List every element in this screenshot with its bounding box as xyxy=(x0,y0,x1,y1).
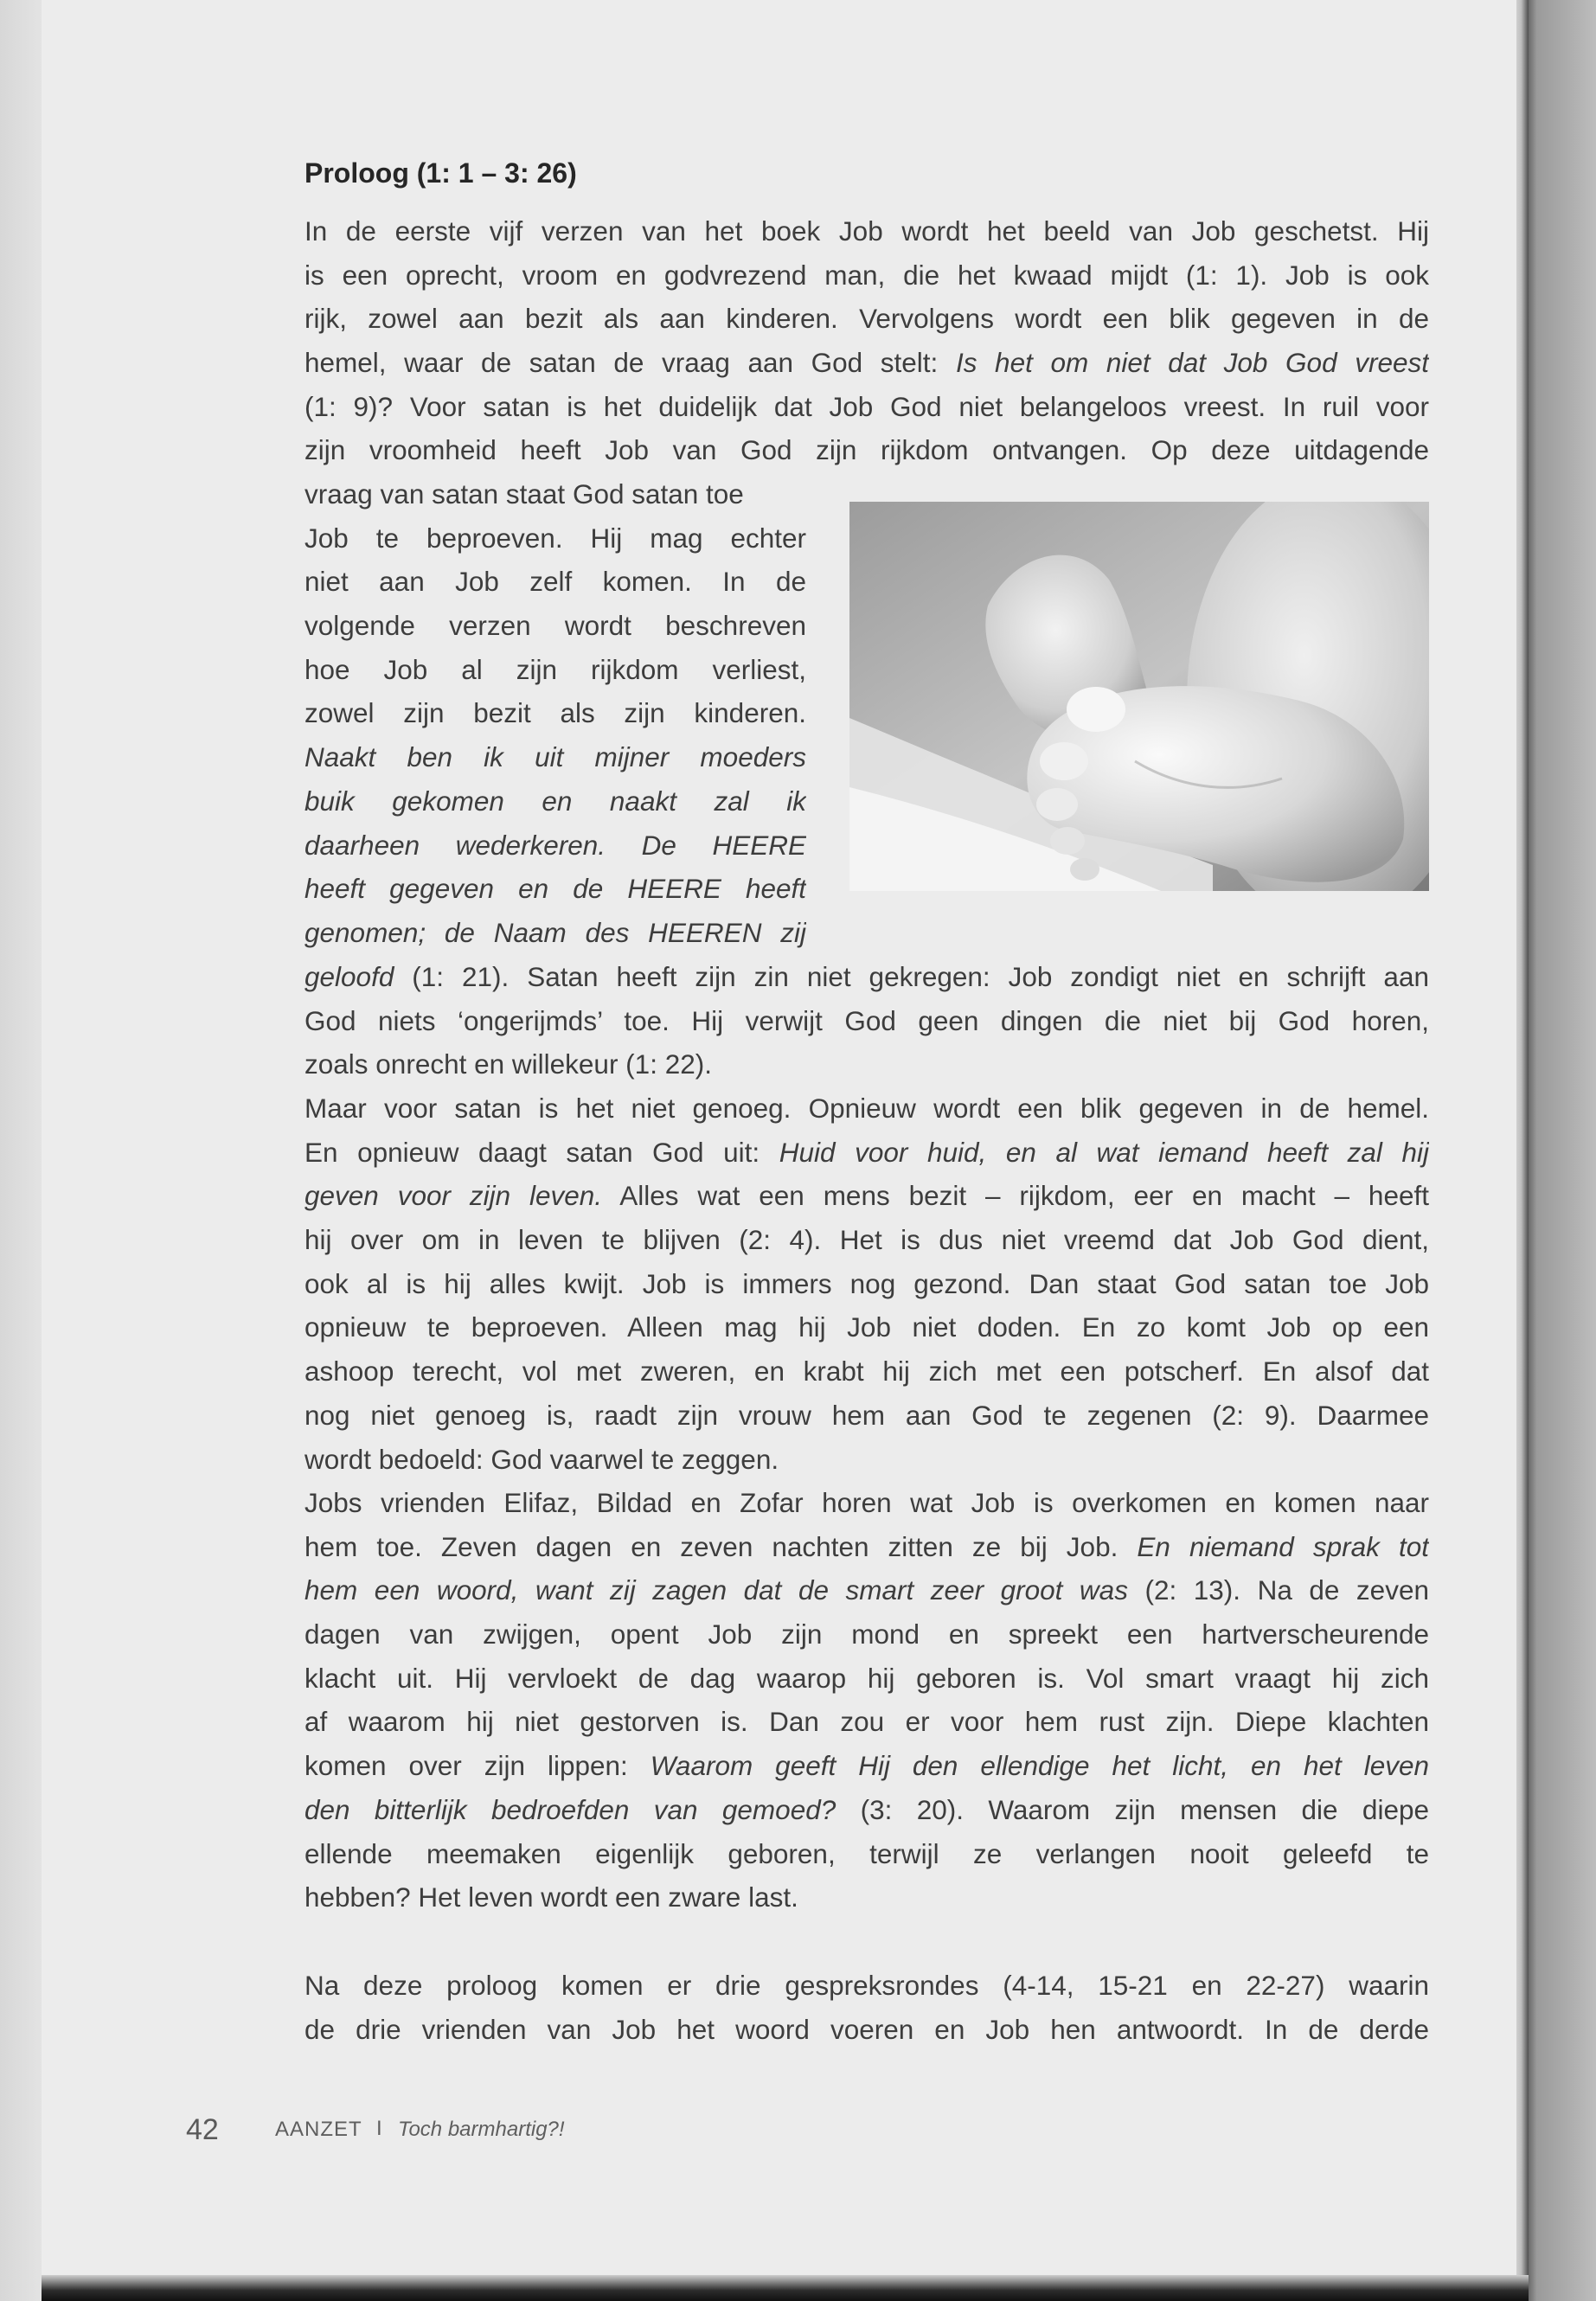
book-spine-shadow xyxy=(1516,0,1529,2301)
text-line: zowel zijn bezit als zijn kinderen. xyxy=(304,697,806,729)
text-segment: (2: 13). Na de zeven xyxy=(1127,1574,1429,1606)
quote-text: En niemand sprak tot xyxy=(1137,1530,1429,1562)
paragraph-continuation xyxy=(304,955,1429,1086)
text-line: opnieuw te beproeven. Alleen mag hij Job niet doden. En zo komt Job op een xyxy=(304,1311,1429,1343)
text-line: de drie vrienden van Job het woord voeren en Job hen antwoordt. In de derde xyxy=(304,2013,1429,2045)
quote-text: heeft gegeven en de HEERE heeft xyxy=(304,873,806,905)
text-line: In de eerste vijf verzen van het boek Job wordt het beeld van Job geschetst. Hij xyxy=(304,215,1429,247)
text-line xyxy=(304,955,1429,999)
text-line: God niets ‘ongerijmds’ toe. Hij verwijt God geen dingen die niet bij God horen, xyxy=(304,1004,1429,1036)
text-line xyxy=(304,1568,1429,1612)
text-line xyxy=(304,1131,1429,1175)
text-segment: En opnieuw daagt satan God uit: xyxy=(304,1136,779,1168)
paragraph-second-test xyxy=(304,1086,1429,1481)
quote-text: den bitterlijk bedroefden van gemoed? xyxy=(304,1793,836,1825)
text-line xyxy=(304,1174,1429,1218)
page-left-edge xyxy=(0,0,42,2301)
text-line: Jobs vrienden Elifaz, Bildad en Zofar horen wat Job is overkomen en komen naar xyxy=(304,1487,1429,1518)
text-line: zijn vroomheid heeft Job van God zijn rijkdom ontvangen. Op deze uitdagende xyxy=(304,434,1429,466)
text-line xyxy=(304,1525,1429,1569)
baby-feet-photo xyxy=(849,502,1429,891)
text-segment: komen over zijn lippen: xyxy=(304,1750,651,1782)
text-line: volgende verzen wordt beschreven xyxy=(304,610,806,642)
text-line: zoals onrecht en willekeur (1: 22). xyxy=(304,1048,712,1080)
text-segment: hem toe. Zeven dagen en zeven nachten zitten ze bij Job. xyxy=(304,1530,1138,1562)
text-line xyxy=(304,824,806,868)
text-line: af waarom hij niet gestorven is. Dan zou er voor hem rust zijn. Diepe klachten xyxy=(304,1706,1429,1738)
text-segment: Alles wat een mens bezit – rijkdom, eer en macht – heeft xyxy=(602,1180,1429,1212)
quote-text: Is het om niet dat Job God vreest xyxy=(955,347,1429,379)
text-line xyxy=(304,341,1429,385)
quote-text: Naakt ben ik uit mijner moeders xyxy=(304,741,806,773)
text-line: dagen van zwijgen, opent Job zijn mond en spreekt een hartverscheurende xyxy=(304,1618,1429,1650)
text-line: wordt bedoeld: God vaarwel te zeggen. xyxy=(304,1443,779,1475)
text-line xyxy=(304,735,806,779)
page-number: 42 xyxy=(186,2113,219,2146)
text-line xyxy=(304,1788,1429,1832)
text-segment: (3: 20). Waarom zijn mensen die diepe xyxy=(836,1793,1429,1825)
text-line: is een oprecht, vroom en godvrezend man, die het kwaad mijdt (1: 1). Job is ook xyxy=(304,259,1429,291)
quote-text: geven voor zijn leven. xyxy=(304,1180,603,1212)
text-line: vraag van satan staat God satan toe xyxy=(304,478,744,510)
text-line: ellende meemaken eigenlijk geboren, terwijl ze verlangen nooit geleefd te xyxy=(304,1837,1429,1869)
text-line: Maar voor satan is het niet genoeg. Opnieuw wordt een blik gegeven in de hemel. xyxy=(304,1093,1429,1124)
text-line xyxy=(304,867,806,911)
text-line: Na deze proloog komen er drie gespreksrondes (4-14, 15-21 en 22-27) waarin xyxy=(304,1970,1429,2001)
text-line xyxy=(304,779,806,824)
text-line: nog niet genoeg is, raadt zijn vrouw hem aan God te zegenen (2: 9). Daarmee xyxy=(304,1399,1429,1431)
text-line: rijk, zowel aan bezit als aan kinderen. Vervolgens wordt een blik gegeven in de xyxy=(304,303,1429,335)
footer-section-name: AANZET xyxy=(275,2118,362,2141)
footer-separator: I xyxy=(376,2117,382,2140)
paragraph-friends xyxy=(304,1481,1429,1920)
text-line: (1: 9)? Voor satan is het duidelijk dat Job God niet belangeloos vreest. In ruil voor xyxy=(304,390,1429,422)
footer-book-title: Toch barmhartig?! xyxy=(398,2118,565,2141)
paragraph-beside-photo xyxy=(304,472,806,955)
paragraph-intro xyxy=(304,209,1429,472)
text-segment: hemel, waar de satan de vraag aan God stelt: xyxy=(304,347,956,379)
page-footer xyxy=(0,2113,865,2148)
quote-text: genomen; de Naam des HEEREN zij xyxy=(304,916,806,948)
text-segment: (1: 21). Satan heeft zijn zin niet gekregen: Job zondigt niet en schrijft aan xyxy=(394,961,1429,992)
text-line: ook al is hij alles kwijt. Job is immers nog gezond. Dan staat God satan toe Job xyxy=(304,1267,1429,1299)
book-bottom-edge xyxy=(42,2275,1529,2301)
quote-text: hem een woord, want zij zagen dat de smart zeer groot was xyxy=(304,1574,1128,1606)
text-line: ashoop terecht, vol met zweren, en krabt hij zich met een potscherf. En alsof dat xyxy=(304,1356,1429,1388)
paragraph-dialogues xyxy=(304,1964,1429,2051)
quote-text: geloofd xyxy=(304,961,394,992)
book-cover-edge xyxy=(1529,0,1596,2301)
text-line xyxy=(304,1744,1429,1788)
quote-text: daarheen wederkeren. De HEERE xyxy=(304,829,806,861)
text-line: hij over om in leven te blijven (2: 4). Het is dus niet vreemd dat Job God dient, xyxy=(304,1224,1429,1256)
baby-feet-photo-icon xyxy=(849,502,1429,891)
text-line: klacht uit. Hij vervloekt de dag waarop hij geboren is. Vol smart vraagt hij zich xyxy=(304,1662,1429,1694)
section-heading: Proloog (1: 1 – 3: 26) xyxy=(304,157,577,189)
text-line: hebben? Het leven wordt een zware last. xyxy=(304,1881,798,1913)
text-line: Job te beproeven. Hij mag echter xyxy=(304,522,806,554)
text-line xyxy=(304,911,806,955)
quote-text: Waarom geeft Hij den ellendige het licht, en het leven xyxy=(650,1750,1429,1782)
quote-text: buik gekomen en naakt zal ik xyxy=(304,785,806,817)
quote-text: Huid voor huid, en al wat iemand heeft zal hij xyxy=(779,1136,1429,1168)
text-line: niet aan Job zelf komen. In de xyxy=(304,566,806,598)
text-line: hoe Job al zijn rijkdom verliest, xyxy=(304,653,806,685)
